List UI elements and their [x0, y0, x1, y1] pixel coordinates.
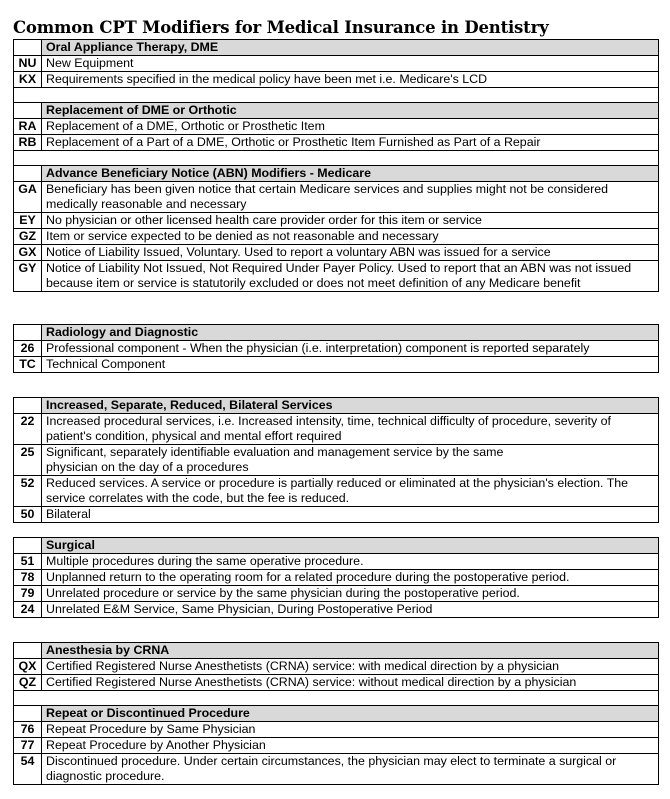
modifier-row — [14, 675, 659, 691]
modifier-description: Unplanned return to the operating room for a related procedure during the postoperative period. — [42, 570, 659, 586]
modifier-row — [14, 119, 659, 135]
modifier-description: Requirements specified in the medical policy have been met i.e. Medicare's LCD — [42, 72, 659, 88]
modifier-code: NU — [14, 56, 42, 72]
modifier-row — [14, 414, 659, 445]
modifier-description: Item or service expected to be denied as not reasonable and necessary — [42, 229, 659, 245]
section-header — [14, 398, 659, 414]
modifier-code: 79 — [14, 586, 42, 602]
modifier-description: Unrelated procedure or service by the same physician during the postoperative period. — [42, 586, 659, 602]
section-header — [14, 325, 659, 341]
modifier-row — [14, 229, 659, 245]
modifier-table-3 — [13, 397, 659, 523]
modifier-row — [14, 476, 659, 507]
spacer-row — [14, 88, 659, 103]
modifier-code: 77 — [14, 738, 42, 754]
modifier-code: 25 — [14, 445, 42, 476]
modifier-code: 22 — [14, 414, 42, 445]
modifier-row — [14, 135, 659, 151]
modifier-row — [14, 182, 659, 213]
modifier-description: Certified Registered Nurse Anesthetists (CRNA) service: with medical direction by a physician — [42, 659, 659, 675]
modifier-description: Multiple procedures during the same operative procedure. — [42, 554, 659, 570]
section-header — [14, 706, 659, 722]
section-heading: Increased, Separate, Reduced, Bilateral Services — [42, 398, 659, 414]
modifier-code: 52 — [14, 476, 42, 507]
section-header — [14, 538, 659, 554]
modifier-row — [14, 507, 659, 523]
section-heading: Advance Beneficiary Notice (ABN) Modifiers - Medicare — [42, 166, 659, 182]
modifier-code: 51 — [14, 554, 42, 570]
modifier-row — [14, 213, 659, 229]
modifier-table-2 — [13, 324, 659, 373]
modifier-row — [14, 72, 659, 88]
modifier-row — [14, 261, 659, 292]
modifier-description: Bilateral — [42, 507, 659, 523]
section-heading: Anesthesia by CRNA — [42, 643, 659, 659]
modifier-row — [14, 586, 659, 602]
modifier-code: 78 — [14, 570, 42, 586]
modifier-description: Increased procedural services, i.e. Increased intensity, time, technical difficulty of procedure, severity of patient's condition, physical and mental effort required — [42, 414, 659, 445]
modifier-row — [14, 722, 659, 738]
modifier-row — [14, 245, 659, 261]
modifier-description: Replacement of a DME, Orthotic or Prosthetic Item — [42, 119, 659, 135]
modifier-row — [14, 754, 659, 785]
spacer-row — [14, 151, 659, 166]
modifier-code: GZ — [14, 229, 42, 245]
modifier-row — [14, 341, 659, 357]
modifier-description: Repeat Procedure by Another Physician — [42, 738, 659, 754]
modifier-code: 24 — [14, 602, 42, 618]
modifier-code: KX — [14, 72, 42, 88]
modifier-row — [14, 56, 659, 72]
modifier-code: QX — [14, 659, 42, 675]
modifier-row — [14, 445, 659, 476]
section-heading: Surgical — [42, 538, 659, 554]
modifier-code: TC — [14, 357, 42, 373]
modifier-code: 26 — [14, 341, 42, 357]
page-title: Common CPT Modifiers for Medical Insurance in Dentistry — [13, 18, 549, 37]
section-header — [14, 40, 659, 56]
modifier-description: Discontinued procedure. Under certain circumstances, the physician may elect to terminate a surgical or diagnostic procedure. — [42, 754, 659, 785]
modifier-code: 54 — [14, 754, 42, 785]
section-header — [14, 103, 659, 119]
modifier-row — [14, 602, 659, 618]
modifier-description: Replacement of a Part of a DME, Orthotic or Prosthetic Item Furnished as Part of a Repair — [42, 135, 659, 151]
modifier-table-5 — [13, 642, 659, 785]
modifier-table-4 — [13, 537, 659, 618]
modifier-code: EY — [14, 213, 42, 229]
modifier-code: RB — [14, 135, 42, 151]
modifier-row — [14, 554, 659, 570]
modifier-description: Beneficiary has been given notice that certain Medicare services and supplies might not be considered medically reasonable and necessary — [42, 182, 659, 213]
modifier-row — [14, 357, 659, 373]
modifier-code: RA — [14, 119, 42, 135]
modifier-description: Unrelated E&M Service, Same Physician, During Postoperative Period — [42, 602, 659, 618]
modifier-description: New Equipment — [42, 56, 659, 72]
modifier-code: GY — [14, 261, 42, 292]
modifier-code: 50 — [14, 507, 42, 523]
modifier-description: Notice of Liability Not Issued, Not Required Under Payer Policy. Used to report that an ABN was not issued because item or service is statutorily excluded or does not meet definition of any Medicare benefit — [42, 261, 659, 292]
modifier-description: Significant, separately identifiable evaluation and management service by the same physician on the day of a procedures — [42, 445, 659, 476]
section-header — [14, 643, 659, 659]
modifier-description: Repeat Procedure by Same Physician — [42, 722, 659, 738]
modifier-code: GX — [14, 245, 42, 261]
spacer-row — [14, 691, 659, 706]
modifier-table-1 — [13, 39, 659, 292]
modifier-row — [14, 659, 659, 675]
section-heading: Radiology and Diagnostic — [42, 325, 659, 341]
section-header — [14, 166, 659, 182]
modifier-description: No physician or other licensed health care provider order for this item or service — [42, 213, 659, 229]
modifier-code: GA — [14, 182, 42, 213]
modifier-row — [14, 738, 659, 754]
modifier-code: 76 — [14, 722, 42, 738]
modifier-description: Technical Component — [42, 357, 659, 373]
section-heading: Repeat or Discontinued Procedure — [42, 706, 659, 722]
modifier-description: Reduced services. A service or procedure is partially reduced or eliminated at the physician's election. The service correlates with the code, but the fee is reduced. — [42, 476, 659, 507]
modifier-description: Professional component - When the physician (i.e. interpretation) component is reported separately — [42, 341, 659, 357]
section-heading: Oral Appliance Therapy, DME — [42, 40, 659, 56]
section-heading: Replacement of DME or Orthotic — [42, 103, 659, 119]
modifier-description: Certified Registered Nurse Anesthetists (CRNA) service: without medical direction by a physician — [42, 675, 659, 691]
modifier-row — [14, 570, 659, 586]
modifier-code: QZ — [14, 675, 42, 691]
modifier-description: Notice of Liability Issued, Voluntary. Used to report a voluntary ABN was issued for a service — [42, 245, 659, 261]
